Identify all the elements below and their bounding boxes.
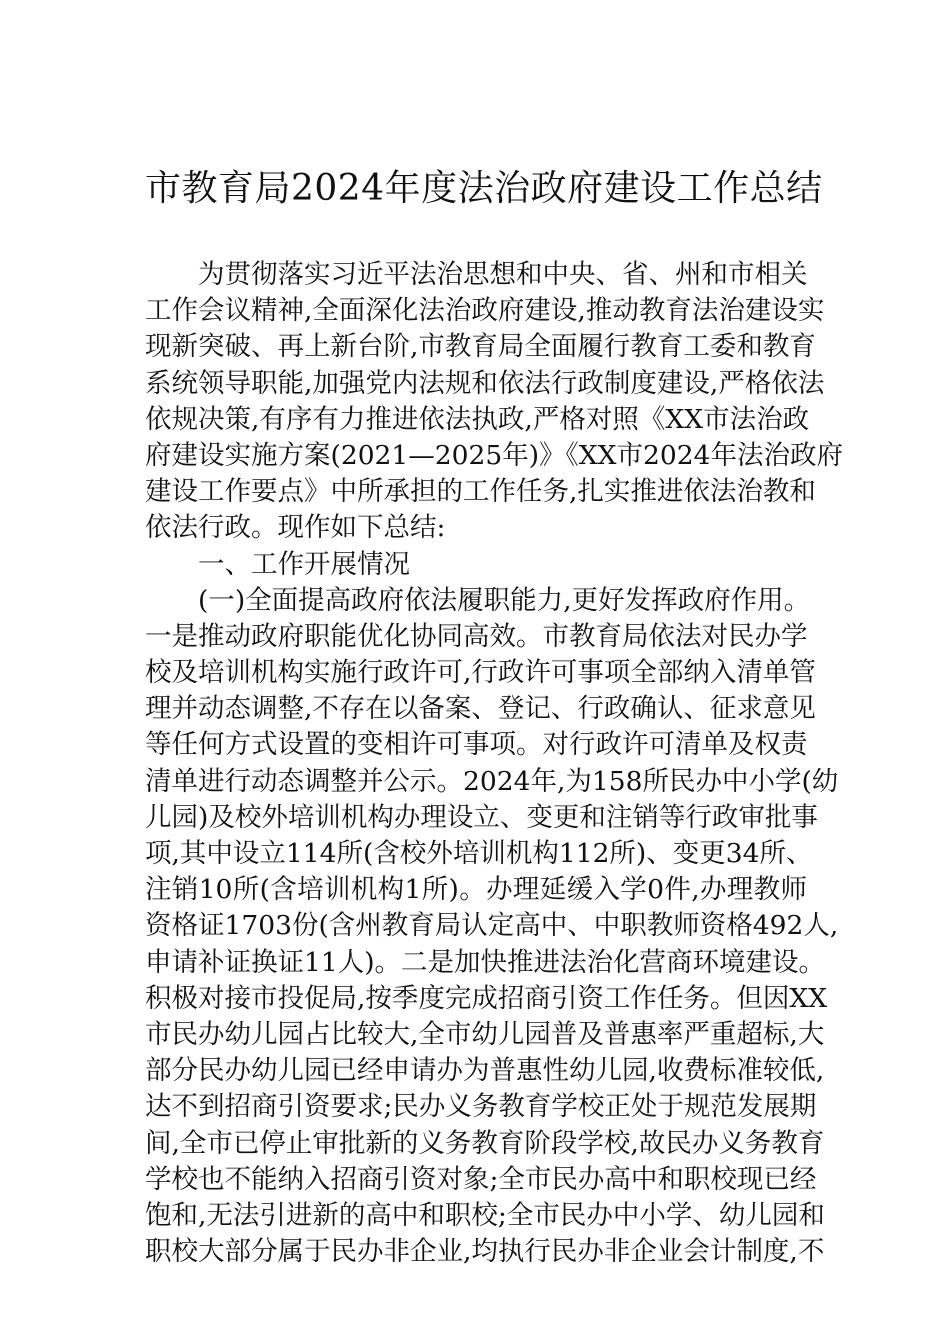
paragraph-line: 府建设实施方案(2021—2025年)》《XX市2024年法治政府 [145, 439, 843, 471]
paragraph-line: 现新突破、再上新台阶,市教育局全面履行教育工委和教育 [145, 331, 816, 363]
paragraph-line: 儿园)及校外培训机构办理设立、变更和注销等行政审批事 [145, 801, 818, 833]
paragraph-line: 积极对接市投促局,按季度完成招商引资工作任务。但因XX [145, 982, 828, 1014]
paragraph-line: 项,其中设立114所(含校外培训机构112所)、变更34所、 [145, 838, 813, 869]
paragraph-line: 工作会议精神,全面深化法治政府建设,推动教育法治建设实 [145, 295, 825, 327]
paragraph-line: 职校大部分属于民办非企业,均执行民办非企业会计制度,不 [145, 1236, 825, 1268]
document-body [145, 257, 843, 1270]
paragraph-line: 清单进行动态调整并公示。2024年,为158所民办中小学(幼 [145, 765, 839, 797]
subsection-heading: (一)全面提高政府依法履职能力,更好发挥政府作用。 [198, 584, 811, 616]
paragraph-line: 为贯彻落实习近平法治思想和中央、省、州和市相关 [198, 259, 808, 290]
paragraph-line: 资格证1703份(含州教育局认定高中、中职教师资格492人, [145, 910, 839, 942]
paragraph-line: 饱和,无法引进新的高中和职校;全市民办中小学、幼儿园和 [145, 1199, 825, 1231]
paragraph-line: 部分民办幼儿园已经申请办为普惠性幼儿园,收费标准较低, [145, 1055, 825, 1087]
paragraph-line: 理并动态调整,不存在以备案、登记、行政确认、征求意见 [145, 693, 816, 725]
paragraph-line: 系统领导职能,加强党内法规和依法行政制度建设,严格依法 [145, 367, 825, 399]
section-heading: 一、工作开展情况 [198, 548, 410, 580]
paragraph-line: 间,全市已停止审批新的义务教育阶段学校,故民办义务教育 [145, 1127, 825, 1159]
paragraph-line: 校及培训机构实施行政许可,行政许可事项全部纳入清单管 [145, 657, 816, 689]
paragraph-line: 依法行政。现作如下总结: [145, 512, 446, 544]
paragraph-line: 达不到招商引资要求;民办义务教育学校正处于规范发展期 [145, 1091, 817, 1123]
paragraph-line: 市民办幼儿园占比较大,全市幼儿园普及普惠率严重超标,大 [145, 1018, 825, 1050]
paragraph-line: 注销10所(含培训机构1所)。办理延缓入学0件,办理教师 [145, 874, 807, 906]
document-title: 市教育局2024年度法治政府建设工作总结 [145, 168, 823, 209]
paragraph-line: 申请补证换证11人)。二是加快推进法治化营商环境建设。 [145, 946, 826, 978]
paragraph-line: 建设工作要点》中所承担的工作任务,扎实推进依法治教和 [145, 476, 816, 508]
paragraph-line: 依规决策,有序有力推进依法执政,严格对照《XX市法治政 [145, 403, 810, 435]
paragraph-line: 一是推动政府职能优化协同高效。市教育局依法对民办学 [145, 620, 808, 652]
paragraph-line: 等任何方式设置的变相许可事项。对行政许可清单及权责 [145, 729, 808, 761]
paragraph-line: 学校也不能纳入招商引资对象;全市民办高中和职校现已经 [145, 1163, 817, 1195]
